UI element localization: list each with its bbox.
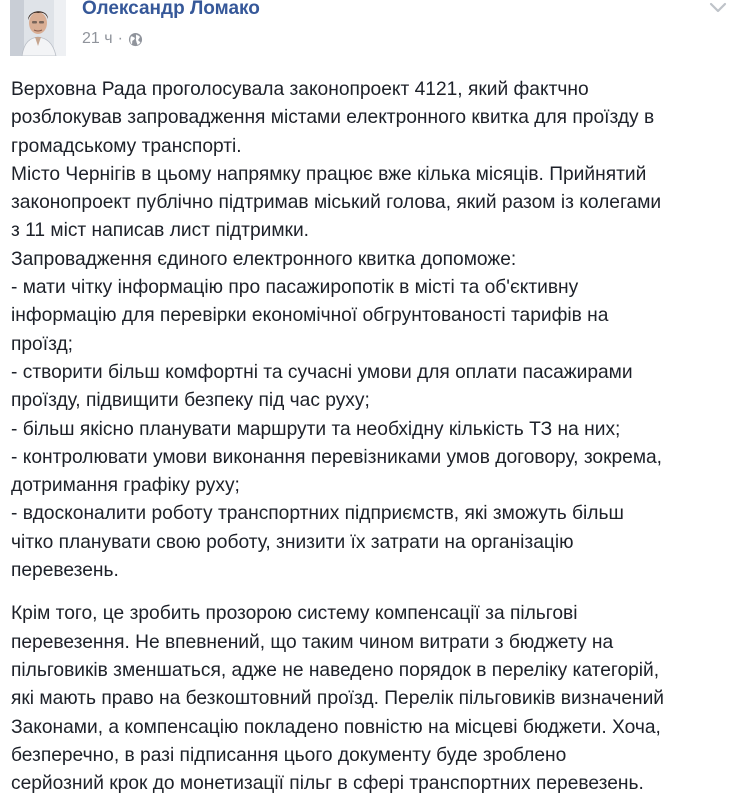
- post-paragraph-2: [11, 600, 733, 798]
- avatar-photo-icon: [10, 0, 66, 56]
- author-name-link[interactable]: Олександр Ломако: [82, 0, 260, 19]
- text-line: - створити більш комфортні та сучасні умови для оплати пасажирами: [11, 361, 633, 383]
- text-line: - більш якісно планувати маршрути та необхідну кількість ТЗ на них;: [11, 418, 621, 440]
- text-line: законопроект публічно підтримав міський голова, який разом із колегами: [11, 192, 662, 214]
- meta-separator: ·: [117, 30, 123, 47]
- post-paragraph-1: [11, 76, 733, 585]
- text-line: інформацію для перевірки економічної обгрунтованості тарифів на: [11, 305, 609, 327]
- post-timestamp[interactable]: 21 ч: [82, 30, 113, 47]
- text-line: проїзд;: [11, 333, 73, 355]
- text-line: - контролювати умови виконання перевізниками умов договору, зокрема,: [11, 446, 663, 468]
- post-meta: [82, 30, 143, 48]
- text-line: пільговиків зменшаться, адже не наведено порядок в переліку категорій,: [11, 659, 660, 681]
- text-line: Запровадження єдиного електронного квитка допоможе:: [11, 248, 517, 270]
- text-line: Законами, а компенсацію покладено повністю на місцеві бюджети. Хоча,: [11, 716, 661, 738]
- text-line: безперечно, в разі підписання цього документу буде зроблено: [11, 744, 567, 766]
- text-line: з 11 міст написав лист підтримки.: [11, 220, 309, 242]
- paragraph-spacer: [11, 585, 733, 600]
- post-header: [0, 0, 741, 60]
- text-line: дотримання графіку руху;: [11, 475, 240, 497]
- text-line: проїзду, підвищити безпеку під час руху;: [11, 390, 370, 412]
- post-body: [11, 76, 733, 798]
- author-avatar[interactable]: [10, 0, 66, 56]
- text-line: розблокував запровадження містами електронного квитка для проїзду в: [11, 107, 655, 129]
- text-line: які мають право на безкоштовний проїзд. Перелік пільговиків визначений: [11, 688, 665, 710]
- text-line: перевезення. Не впевнений, що таким чином витрати з бюджету на: [11, 631, 614, 653]
- text-line: серйозний крок до монетизації пільг в сфері транспортних перевезень.: [11, 773, 644, 795]
- text-line: Крім того, це зробить прозорою систему компенсації за пільгові: [11, 603, 578, 625]
- text-line: чітко планувати свою роботу, знизити їх затрати на організацію: [11, 531, 574, 553]
- text-line: Місто Чернігів в цьому напрямку працює вже кілька місяців. Прийнятий: [11, 163, 647, 185]
- text-line: перевезень.: [11, 560, 119, 582]
- text-line: Верховна Рада проголосувала законопроект 4121, який фактчно: [11, 79, 589, 100]
- text-line: - вдосконалити роботу транспортних підприємств, які зможуть більш: [11, 503, 624, 525]
- globe-icon[interactable]: [128, 32, 143, 47]
- text-line: громадському транспорті.: [11, 135, 242, 157]
- text-line: - мати чітку інформацію про пасажиропотік в місті та об'єктивну: [11, 277, 579, 299]
- chevron-down-icon[interactable]: [706, 0, 730, 16]
